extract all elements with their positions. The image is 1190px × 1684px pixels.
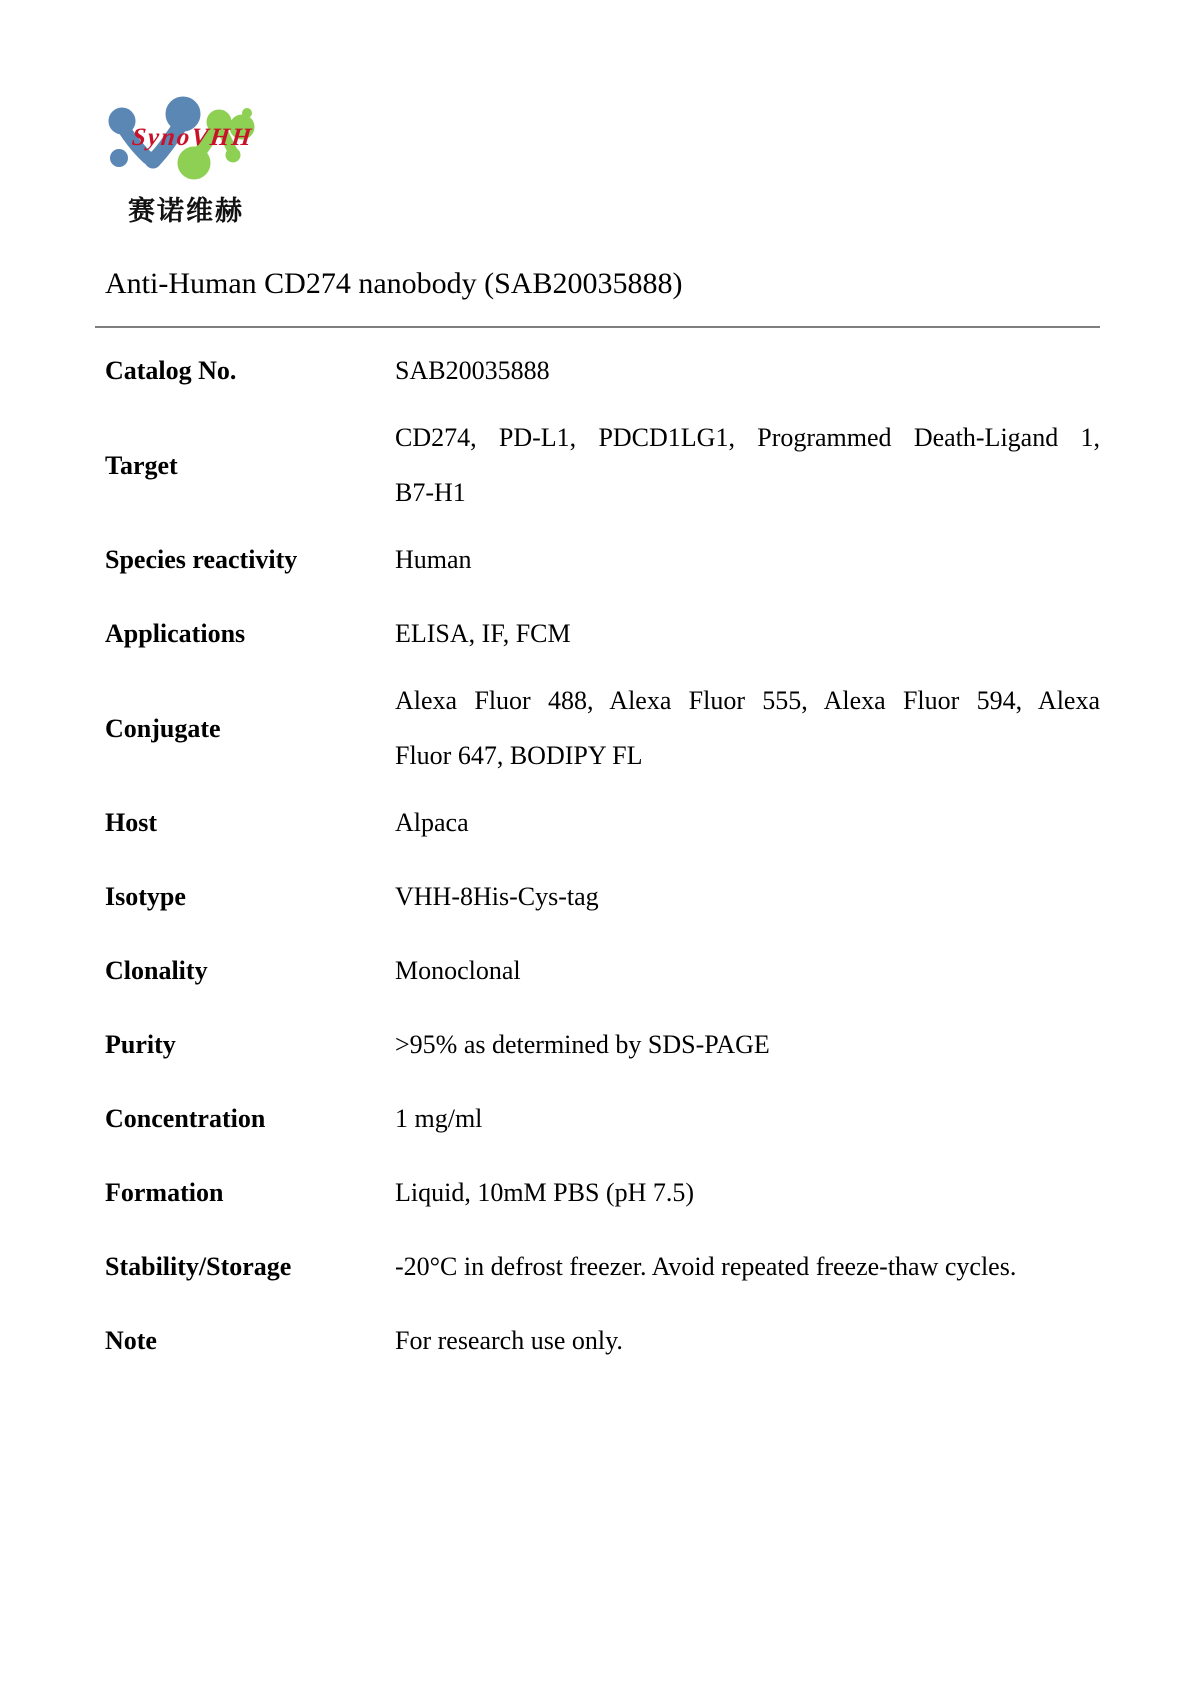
table-row: [95, 934, 1100, 1008]
table-row: [95, 523, 1100, 597]
datasheet-page: [95, 88, 1100, 1378]
table-row: [95, 334, 1100, 408]
spec-table: [95, 328, 1100, 1378]
row-value-line: >95% as determined by SDS-PAGE: [395, 1030, 770, 1059]
row-label: Species reactivity: [105, 545, 298, 574]
brand-name-text: SynoVHH: [130, 124, 255, 151]
table-row: [95, 597, 1100, 671]
row-label: Target: [105, 450, 178, 480]
row-value-line: Alpaca: [395, 808, 469, 837]
row-value-line: Monoclonal: [395, 956, 521, 985]
row-value: [395, 1032, 1100, 1058]
row-label: Clonality: [105, 956, 208, 985]
row-value: [395, 958, 1100, 984]
table-row: [95, 1156, 1100, 1230]
row-value: [395, 1254, 1100, 1280]
row-value-line: For research use only.: [395, 1326, 623, 1355]
table-row: [95, 860, 1100, 934]
row-value: [395, 425, 1100, 506]
row-value-line: CD274, PD-L1, PDCD1LG1, Programmed Death-Ligand 1,: [395, 423, 1100, 452]
row-label: Catalog No.: [105, 356, 237, 385]
table-row: [95, 1082, 1100, 1156]
row-value: [395, 884, 1100, 910]
row-value-line: VHH-8His-Cys-tag: [395, 882, 599, 911]
row-value: [395, 1328, 1100, 1354]
table-row: [95, 671, 1100, 786]
table-row: [95, 1304, 1100, 1378]
row-label: Formation: [105, 1178, 224, 1207]
row-value: [395, 621, 1100, 647]
row-value: [395, 358, 1100, 384]
row-label: Conjugate: [105, 713, 221, 743]
row-value-line: ELISA, IF, FCM: [395, 619, 571, 648]
table-row: [95, 408, 1100, 523]
table-row: [95, 786, 1100, 860]
row-label: Stability/Storage: [105, 1252, 292, 1281]
table-row: [95, 1230, 1100, 1304]
row-value: [395, 1106, 1100, 1132]
brand-name-chinese: 赛诺维赫: [128, 196, 244, 226]
row-value-line: Fluor 647, BODIPY FL: [395, 741, 643, 770]
row-value-line: Alexa Fluor 488, Alexa Fluor 555, Alexa Fluor 594, Alexa: [395, 686, 1100, 715]
row-label: Host: [105, 808, 157, 837]
row-label: Isotype: [105, 882, 186, 911]
row-value: [395, 1180, 1100, 1206]
row-value: [395, 810, 1100, 836]
table-row: [95, 1008, 1100, 1082]
row-value-line: Human: [395, 545, 472, 574]
row-value-line: 1 mg/ml: [395, 1104, 483, 1133]
row-value: [395, 547, 1100, 573]
company-logo: [95, 88, 1100, 226]
page-title: Anti-Human CD274 nanobody (SAB20035888): [105, 267, 683, 300]
row-value-line: B7-H1: [395, 478, 466, 507]
row-value: [395, 688, 1100, 769]
row-value-line: -20°C in defrost freezer. Avoid repeated freeze-thaw cycles.: [395, 1252, 1017, 1281]
row-value-line: SAB20035888: [395, 356, 550, 385]
row-value-line: Liquid, 10mM PBS (pH 7.5): [395, 1178, 695, 1207]
row-label: Purity: [105, 1030, 176, 1059]
row-label: Applications: [105, 619, 246, 648]
row-label: Note: [105, 1326, 157, 1355]
row-label: Concentration: [105, 1104, 266, 1133]
